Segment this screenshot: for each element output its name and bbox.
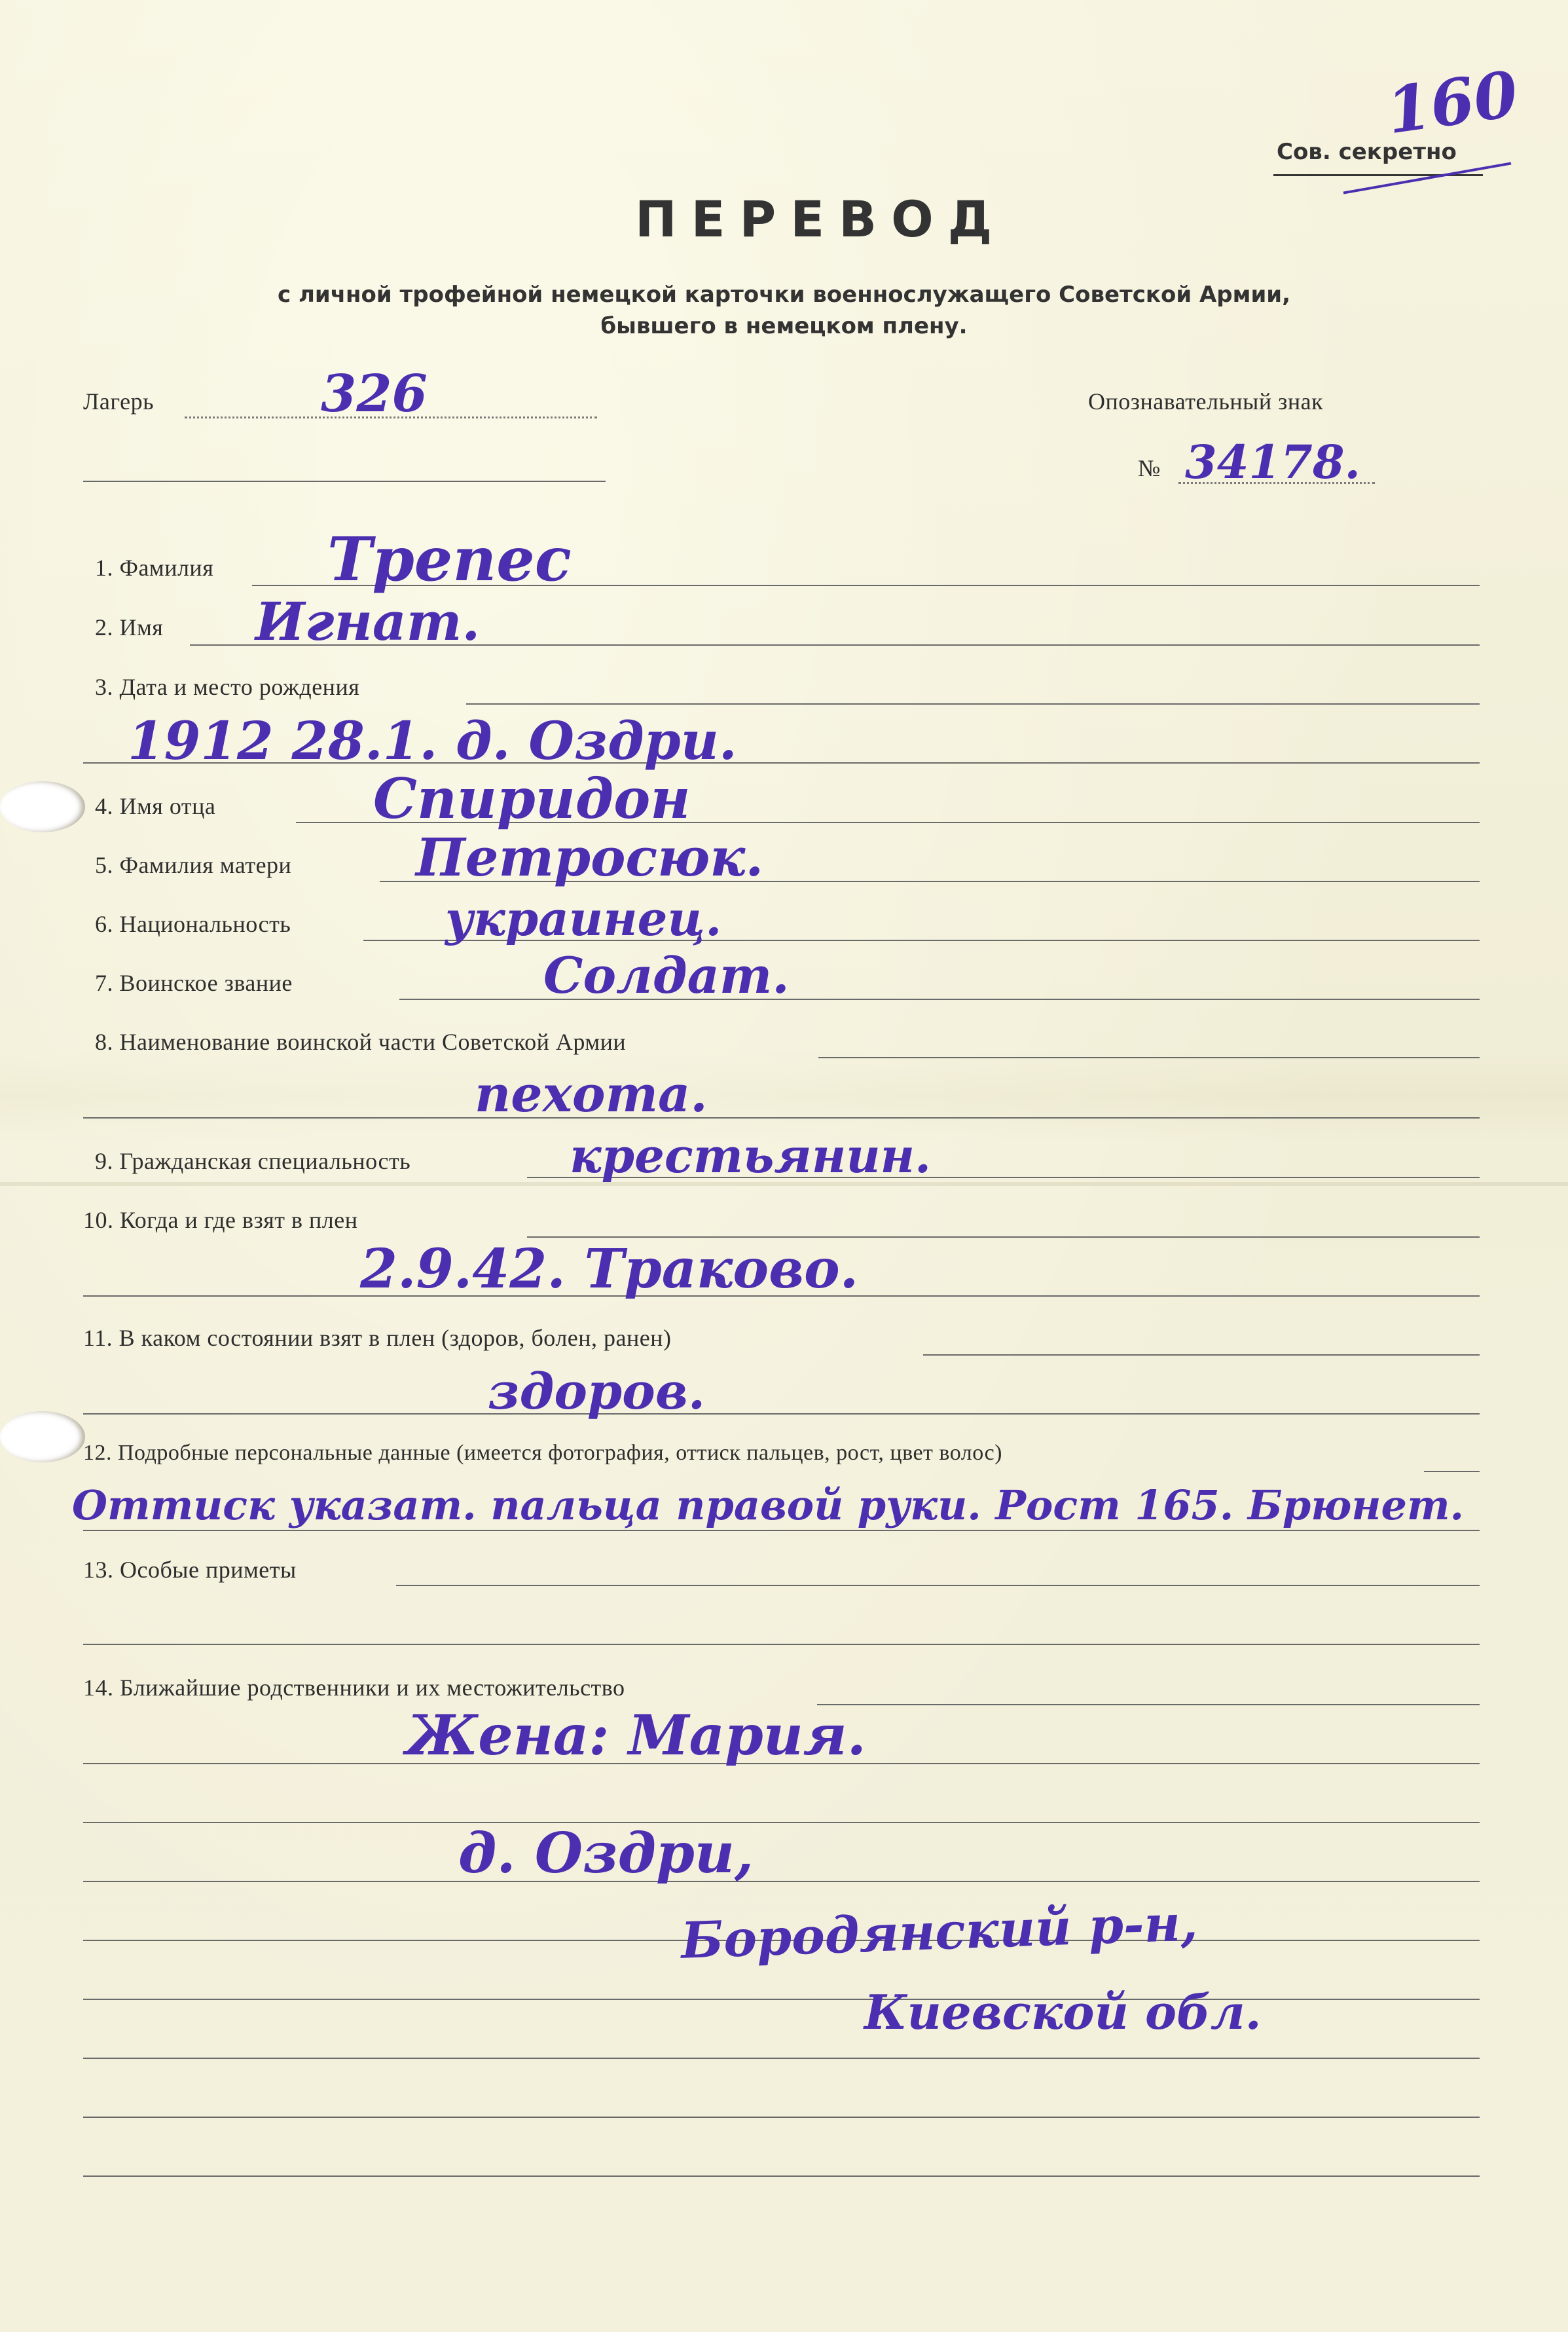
field-11-value: здоров. — [488, 1362, 706, 1420]
field-14-value: Жена: Мария. — [406, 1703, 866, 1768]
camp-label: Лагерь — [83, 388, 155, 415]
field-10-value: 2.9.42. Траково. — [360, 1238, 859, 1301]
field-1-label: 1. Фамилия — [95, 555, 214, 581]
field-5-value: Петросюк. — [416, 826, 764, 888]
camp-second-line — [83, 481, 606, 482]
field-10-label: 10. Когда и где взят в плен — [83, 1207, 358, 1233]
field-8-line — [818, 1057, 1480, 1058]
id-tag-label: Опознавательный знак — [1088, 388, 1324, 415]
field-13-line — [396, 1585, 1480, 1586]
address-village: д. Оздри, — [458, 1821, 754, 1885]
address-region: Киевской обл. — [864, 1984, 1262, 2040]
archive-number: 160 — [1382, 56, 1523, 149]
field-1-value: Трепес — [327, 524, 572, 595]
field-14-line — [817, 1704, 1480, 1705]
field-11-line-2 — [83, 1413, 1480, 1415]
field-3-label: 3. Дата и место рождения — [95, 674, 360, 700]
punch-hole-top — [0, 781, 85, 832]
field-3-line — [466, 703, 1480, 705]
subtitle-line-2: бывшего в немецком плену. — [600, 313, 968, 339]
field-4-label: 4. Имя отца — [95, 793, 216, 819]
document-title: ПЕРЕВОД — [635, 190, 1007, 248]
field-3-value: 1912 28.1. д. Оздри. — [128, 710, 737, 771]
field-8-value: пехота. — [475, 1065, 708, 1123]
field-12-label: 12. Подробные персональные данные (имеется фотография, оттиск пальцев, рост, цвет волос) — [83, 1441, 1002, 1465]
camp-value: 326 — [321, 364, 428, 424]
field-13-label: 13. Особые приметы — [83, 1557, 297, 1583]
id-tag-number-label: № — [1138, 455, 1161, 481]
field-6-label: 6. Национальность — [95, 911, 291, 937]
field-4-value: Спиридон — [373, 766, 691, 831]
field-5-label: 5. Фамилия матери — [95, 852, 292, 878]
id-tag-value: 34178. — [1185, 435, 1360, 489]
field-2-value: Игнат. — [255, 591, 481, 652]
subtitle-line-1: с личной трофейной немецкой карточки военнослужащего Советской Армии, — [277, 282, 1291, 308]
address-line-6 — [83, 2117, 1480, 2118]
address-line-1 — [83, 1822, 1480, 1823]
field-6-value: украинец. — [445, 891, 722, 946]
field-7-value: Солдат. — [543, 946, 790, 1005]
address-line-5 — [83, 2058, 1480, 2059]
address-line-7 — [83, 2175, 1480, 2177]
field-12-value: Оттиск указат. пальца правой руки. Рост 165. Брюнет. — [72, 1481, 1465, 1529]
address-line-2 — [83, 1881, 1480, 1882]
field-11-label: 11. В каком состоянии взят в плен (здоров, болен, ранен) — [83, 1325, 672, 1351]
field-9-value: крестьянин. — [570, 1128, 932, 1183]
punch-hole-bottom — [0, 1411, 85, 1462]
field-8-label: 8. Наименование воинской части Советской Армии — [95, 1029, 627, 1055]
field-7-label: 7. Воинское звание — [95, 970, 293, 996]
address-district: Бородянский р-н, — [680, 1893, 1199, 1970]
field-2-label: 2. Имя — [95, 614, 164, 640]
field-12-line-2 — [83, 1530, 1480, 1531]
secret-pen-stroke — [1343, 162, 1512, 194]
field-8-line-2 — [83, 1117, 1480, 1119]
field-11-line — [923, 1354, 1480, 1356]
secret-stamp: Сов. секретно — [1277, 139, 1457, 165]
address-line-4 — [83, 1999, 1480, 2000]
field-13-line-2 — [83, 1644, 1480, 1645]
field-14-label: 14. Ближайшие родственники и их местожительство — [83, 1675, 625, 1701]
field-9-label: 9. Гражданская специальность — [95, 1148, 411, 1174]
field-12-line — [1424, 1471, 1480, 1472]
